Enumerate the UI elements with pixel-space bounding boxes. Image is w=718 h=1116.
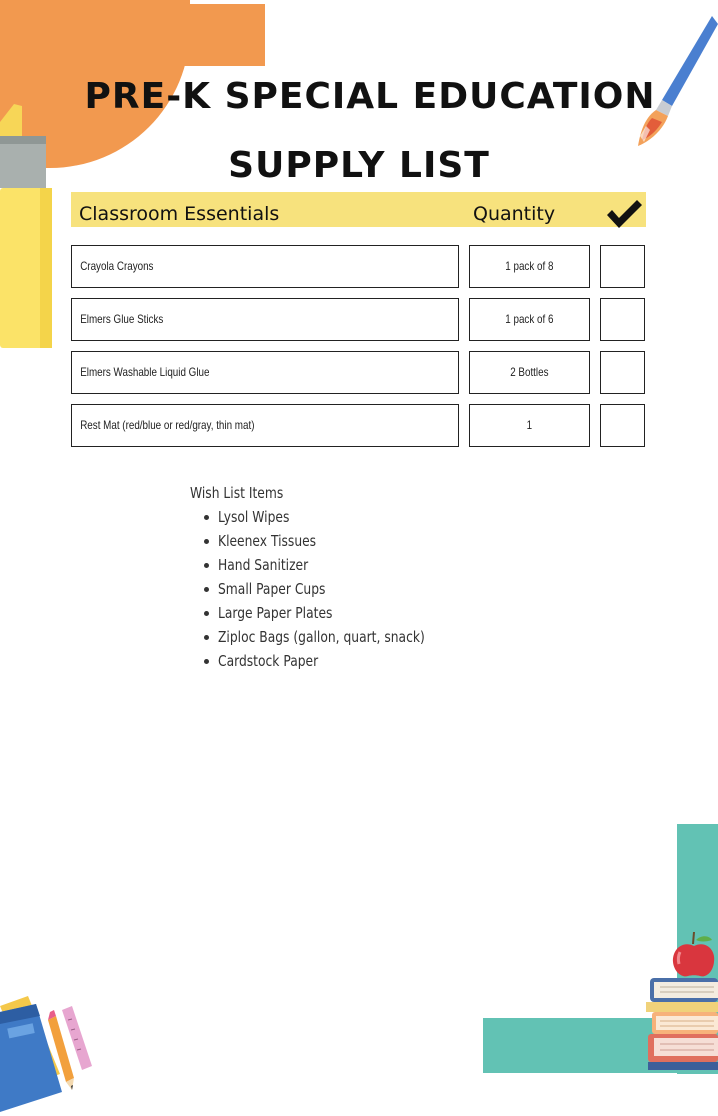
item-checkbox[interactable] [600, 298, 645, 341]
table-row-quantity [469, 245, 590, 288]
wish-list-title: Wish List Items [190, 484, 284, 502]
item-quantity: 2 Bottles [510, 365, 549, 379]
bullet-icon [204, 515, 209, 520]
bullet-icon [204, 539, 209, 544]
table-row-quantity [469, 298, 590, 341]
item-quantity: 1 pack of 6 [505, 312, 554, 326]
item-quantity: 1 [526, 418, 533, 432]
list-item: Kleenex Tissues [204, 530, 470, 554]
wish-list [204, 506, 470, 674]
highlighter-icon [0, 100, 56, 352]
item-quantity: 1 pack of 8 [505, 259, 554, 273]
list-item: Ziploc Bags (gallon, quart, snack) [204, 626, 470, 650]
checkmark-icon [605, 198, 643, 230]
item-name: Rest Mat (red/blue or red/gray, thin mat) [80, 418, 255, 432]
table-row-quantity [469, 351, 590, 394]
quantity-header: Quantity [473, 203, 556, 225]
table-row-item [71, 351, 459, 394]
bullet-icon [204, 611, 209, 616]
table-row-item [71, 404, 459, 447]
page-title-line2: SUPPLY LIST [228, 145, 490, 186]
item-name: Elmers Glue Sticks [80, 312, 164, 326]
list-item: Lysol Wipes [204, 506, 470, 530]
item-checkbox[interactable] [600, 404, 645, 447]
item-checkbox[interactable] [600, 351, 645, 394]
bullet-icon [204, 563, 209, 568]
list-item: Cardstock Paper [204, 650, 470, 674]
bullet-icon [204, 587, 209, 592]
bullet-icon [204, 659, 209, 664]
list-item: Hand Sanitizer [204, 554, 470, 578]
item-checkbox[interactable] [600, 245, 645, 288]
page-title-line1: PRE-K SPECIAL EDUCATION [84, 76, 656, 117]
table-row-item [71, 245, 459, 288]
table-row-item [71, 298, 459, 341]
list-item: Large Paper Plates [204, 602, 470, 626]
bullet-icon [204, 635, 209, 640]
section-title: Classroom Essentials [79, 203, 280, 225]
item-name: Elmers Washable Liquid Glue [80, 365, 210, 379]
notebook-pencil-icon [0, 996, 100, 1112]
apple-books-icon [644, 928, 718, 1072]
table-row-quantity [469, 404, 590, 447]
list-item: Small Paper Cups [204, 578, 470, 602]
orange-banner-decoration [0, 4, 265, 66]
item-name: Crayola Crayons [80, 259, 154, 273]
